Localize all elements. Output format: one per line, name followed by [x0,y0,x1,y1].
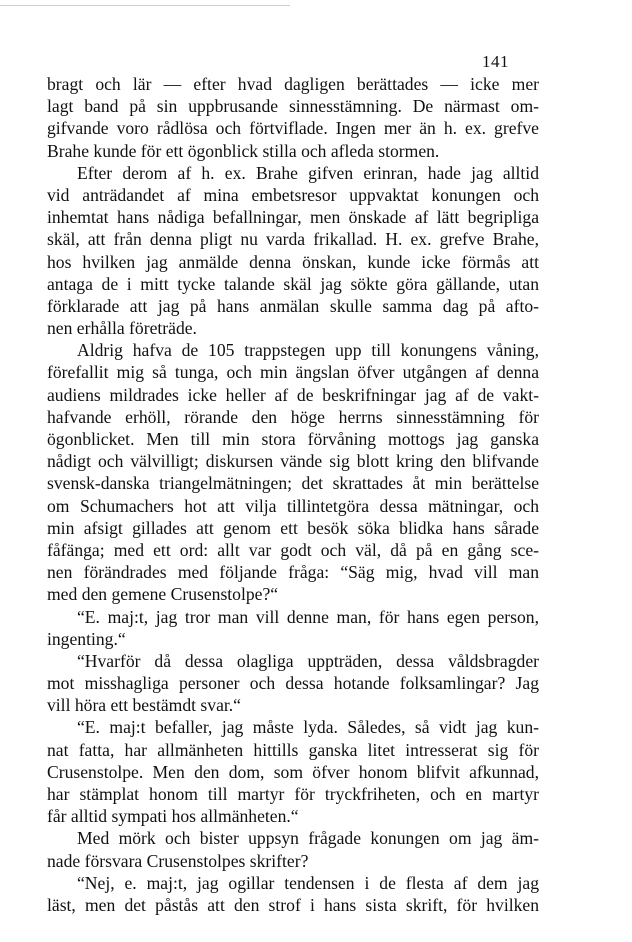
text-line: nådigt och välvilligt; diskursen vände sig blott kring den blifvande [47,451,539,472]
text-line: ögonblicket. Men till min stora förvåning mottogs jag ganska [47,429,539,449]
text-line: lagt band på sin uppbrusande sinnesstämning. De närmast om- [47,96,539,117]
text-line: hafvande erhöll, rörande den höge herrns sinnesstämning för [47,406,539,427]
text-line: antaga de i mitt tycke talande skäl jag sökte göra gällande, utan [47,273,539,294]
text-body [47,73,539,916]
text-line: nen förändrades med följande fråga: “Säg mig, hvad vill man [47,562,539,583]
text-line: gifvande voro rådlösa och förtviflade. Ingen mer än h. ex. grefve [47,118,539,139]
text-line: Brahe kunde för ett ögonblick stilla och afleda stormen. [47,140,440,161]
text-line: nat fatta, har allmänheten hittills ganska litet intresserat sig för [47,739,539,760]
text-line: hos hvilken jag anmälde denna önskan, kunde icke förmås att [47,251,539,272]
text-line: audiens mildrades icke heller af de beskrifningar jag af de vakt- [47,384,539,405]
text-line: läst, men det påstås att den strof i hans sista skrift, för hvilken [47,894,539,915]
text-line: får alltid sympati hos allmänheten.“ [47,806,299,827]
text-line: ingenting.“ [47,628,126,649]
text-line: min afsigt gillades att genom ett besök söka blidka hans sårade [47,517,539,538]
top-rule [0,5,290,6]
text-line: “E. maj:t befaller, jag måste lyda. Således, så vidt jag kun- [77,717,539,738]
text-line: “Nej, e. maj:t, jag ogillar tendensen i de flesta af dem jag [77,872,539,893]
text-line: inhemtat hans nådiga befallningar, men önskade af lätt begripliga [47,207,539,228]
text-line: vid anträdandet af mina embetsresor uppvaktat konungen och [47,184,539,205]
text-line: mot misshagliga personer och dessa hotande folksamlingar? Jag [47,673,539,694]
text-line: nen erhålla företräde. [47,318,197,339]
text-line: bragt och lär — efter hvad dagligen berättades — icke mer [47,74,539,94]
text-line: med den gemene Crusenstolpe?“ [47,584,279,605]
text-line: förklarade att jag på hans anmälan skulle samma dag på afto- [47,295,539,316]
text-line: Aldrig hafva de 105 trappstegen upp till konungens våning, [77,340,539,361]
text-line: har stämplat honom till martyr för tryckfriheten, och en martyr [47,784,539,804]
page-number: 141 [482,52,509,71]
text-line: fåfänga; med ett ord: allt var godt och väl, då på en gång sce- [47,539,539,560]
text-line: Efter derom af h. ex. Brahe gifven erinran, hade jag alltid [77,162,539,183]
text-line: “E. maj:t, jag tror man vill denne man, för hans egen person, [77,606,539,627]
text-line: om Schumachers hot att vilja tillintetgöra dessa mätningar, och [47,495,539,516]
text-line: förefallit mig så tunga, och min ängslan öfver utgången af denna [47,362,539,383]
text-line: Med mörk och bister uppsyn frågade konungen om jag äm- [77,828,539,849]
text-line: nade försvara Crusenstolpes skrifter? [47,850,309,871]
text-line: Crusenstolpe. Men den dom, som öfver honom blifvit afkunnad, [47,761,539,782]
text-line: vill höra ett bestämdt svar.“ [47,695,241,716]
text-line: skäl, att från denna pligt nu varda frikallad. H. ex. grefve Brahe, [47,229,539,250]
text-line: svensk-danska triangelmätningen; det skrattades åt min berättelse [47,473,539,494]
text-line: “Hvarför då dessa olagliga uppträden, dessa våldsbragder [77,650,539,671]
